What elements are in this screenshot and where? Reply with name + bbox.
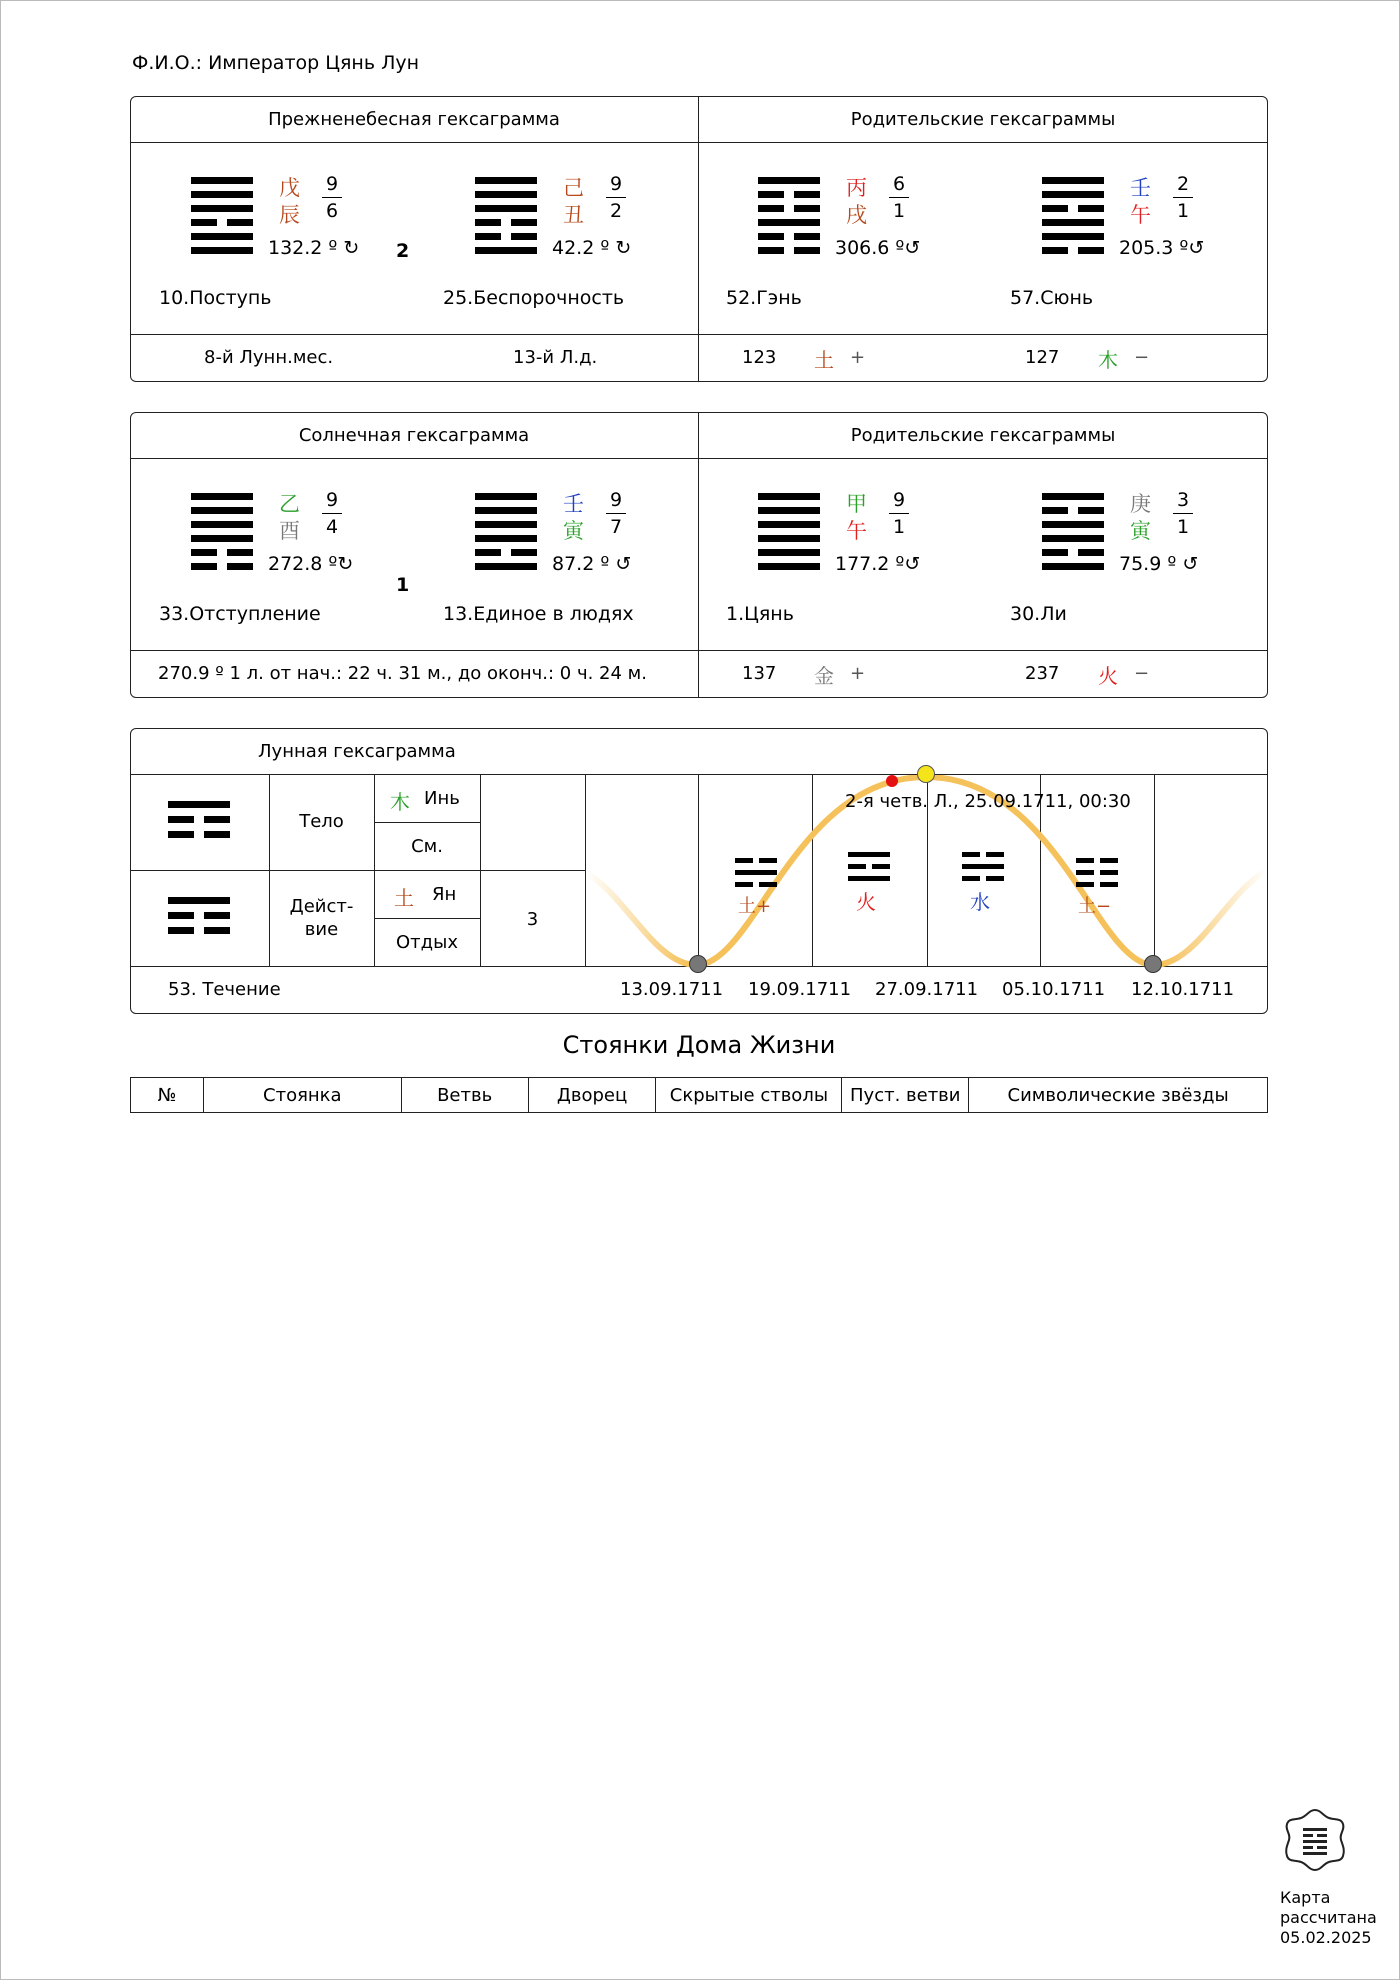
hexagram-line <box>191 535 253 542</box>
parent-element-1: 土 <box>814 348 834 372</box>
solar-stem-2: 壬 <box>563 492 584 516</box>
fraction-numerator: 3 <box>1176 489 1190 511</box>
hexagram-line <box>1042 205 1104 212</box>
precelestial-fraction-4 <box>1170 171 1196 224</box>
hexagram-line <box>191 177 253 184</box>
precelestial-hexagram-name-3: 52.Гэнь <box>726 287 802 309</box>
parent-number-3: 137 <box>742 663 777 684</box>
fraction-denominator: 1 <box>892 200 906 222</box>
precelestial-branch-1: 辰 <box>279 203 300 227</box>
parent-sign-1: + <box>850 347 866 368</box>
solar-fraction-4 <box>1170 487 1196 540</box>
solar-hexagram-1-icon <box>191 493 253 577</box>
hexagram-line <box>1042 563 1104 570</box>
parent-element-4: 火 <box>1098 664 1118 688</box>
col-header-number: № <box>131 1078 204 1113</box>
col-header-station: Стоянка <box>203 1078 401 1113</box>
solar-degree-3: 177.2 º↺ <box>835 553 921 575</box>
hexagram-line <box>191 507 253 514</box>
fraction-denominator: 6 <box>325 200 339 222</box>
hexagram-line <box>758 219 820 226</box>
hexagram-line <box>475 507 537 514</box>
hexagram-line <box>191 493 253 500</box>
fraction-numerator: 6 <box>892 173 906 195</box>
precelestial-fraction-2 <box>603 171 629 224</box>
solar-fraction-3 <box>886 487 912 540</box>
hexagram-line <box>191 233 253 240</box>
solar-hexagram-2-icon <box>475 493 537 577</box>
solar-branch-4: 寅 <box>1130 519 1151 543</box>
precelestial-title: Прежненебесная гексаграмма <box>268 109 560 130</box>
hexagram-line <box>758 549 820 556</box>
new-moon-marker-2 <box>1144 955 1162 973</box>
col-header-empty-branches: Пуст. ветви <box>842 1078 969 1113</box>
hexagram-line <box>1042 493 1104 500</box>
precelestial-hexagram-4-icon <box>1042 177 1104 261</box>
precelestial-hexagram-name-4: 57.Сюнь <box>1010 287 1094 309</box>
hexagram-line <box>475 563 537 570</box>
fraction-numerator: 9 <box>609 489 623 511</box>
logo-icon <box>1281 1806 1349 1874</box>
stations-title: Стоянки Дома Жизни <box>562 1031 836 1059</box>
phase-date-3: 27.09.1711 <box>875 979 979 1000</box>
solar-hexagram-name-4: 30.Ли <box>1010 603 1067 625</box>
solar-title: Солнечная гексаграмма <box>298 425 530 446</box>
hexagram-line <box>1042 535 1104 542</box>
calculated-date-note: Карта рассчитана 05.02.2025 <box>1280 1888 1377 1947</box>
hexagram-line <box>758 521 820 528</box>
parent-element-3: 金 <box>814 664 834 688</box>
precelestial-stem-1: 戊 <box>279 176 300 200</box>
action-element: 土 <box>394 886 414 910</box>
current-moon-marker <box>886 775 898 787</box>
fraction-numerator: 9 <box>892 489 906 511</box>
hexagram-line <box>475 205 537 212</box>
hexagram-line <box>1042 191 1104 198</box>
hexagram-line <box>758 507 820 514</box>
hexagram-line <box>1042 233 1104 240</box>
phase-trigram-2 <box>848 852 890 888</box>
phase-element-3: 水 <box>970 890 990 914</box>
body-yin: Инь <box>424 788 460 809</box>
precelestial-stem-3: 丙 <box>846 176 867 200</box>
hexagram-line <box>758 563 820 570</box>
solar-branch-2: 寅 <box>563 519 584 543</box>
hexagram-line <box>758 247 820 254</box>
hexagram-line <box>758 233 820 240</box>
stations-table <box>130 1077 1268 1113</box>
hexagram-line <box>475 535 537 542</box>
precelestial-stem-4: 壬 <box>1130 176 1151 200</box>
hexagram-line <box>191 247 253 254</box>
hexagram-line <box>758 535 820 542</box>
precelestial-degree-3: 306.6 º↺ <box>835 237 921 259</box>
solar-hexagram-4-icon <box>1042 493 1104 577</box>
solar-stem-1: 乙 <box>279 492 300 516</box>
lunar-lower-trigram <box>168 897 230 941</box>
solar-hexagram-name-3: 1.Цянь <box>726 603 794 625</box>
hexagram-line <box>1042 521 1104 528</box>
fraction-denominator: 7 <box>609 516 623 538</box>
fraction-numerator: 9 <box>609 173 623 195</box>
fraction-numerator: 2 <box>1176 173 1190 195</box>
hexagram-line <box>475 177 537 184</box>
col-header-hidden-stems: Скрытые стволы <box>656 1078 842 1113</box>
precelestial-stem-2: 己 <box>563 176 584 200</box>
solar-degree-1: 272.8 º↻ <box>268 553 354 575</box>
solar-degree-4: 75.9 º ↺ <box>1119 553 1199 575</box>
solar-branch-1: 酉 <box>279 519 300 543</box>
precelestial-branch-2: 丑 <box>563 203 584 227</box>
phase-element-4: 土− <box>1078 896 1112 917</box>
solar-term-info: 270.9 º 1 л. от нач.: 22 ч. 31 м., до оконч.: 0 ч. 24 м. <box>158 663 647 684</box>
connector-number-2: 1 <box>396 574 410 596</box>
col-header-symbolic-stars: Символические звёзды <box>969 1078 1268 1113</box>
phase-date-1: 13.09.1711 <box>620 979 724 1000</box>
hexagram-line <box>1042 549 1104 556</box>
hexagram-line <box>475 233 537 240</box>
solar-fraction-2 <box>603 487 629 540</box>
parent-sign-4: − <box>1134 663 1150 684</box>
hexagram-line <box>1042 507 1104 514</box>
precelestial-fraction-1 <box>319 171 345 224</box>
lunar-number: 3 <box>526 909 539 930</box>
solar-stem-3: 甲 <box>846 492 867 516</box>
hexagram-line <box>191 563 253 570</box>
fraction-numerator: 9 <box>325 489 339 511</box>
action-label: Дейст- вие <box>289 896 354 940</box>
phase-date-4: 05.10.1711 <box>1002 979 1106 1000</box>
table-header-row <box>131 1078 1268 1113</box>
precelestial-hexagram-2-icon <box>475 177 537 261</box>
phase-element-2: 火 <box>856 890 876 914</box>
hexagram-line <box>758 205 820 212</box>
lunar-upper-trigram <box>168 801 230 845</box>
phase-date-2: 19.09.1711 <box>748 979 852 1000</box>
solar-hexagram-3-icon <box>758 493 820 577</box>
solar-fraction-1 <box>319 487 345 540</box>
hexagram-line <box>1042 247 1104 254</box>
hexagram-line <box>1042 177 1104 184</box>
solar-hexagram-name-2: 13.Единое в людях <box>443 603 634 625</box>
lunar-day: 13-й Л.д. <box>513 347 598 368</box>
phase-element-1: 土+ <box>738 896 772 917</box>
hexagram-line <box>191 191 253 198</box>
hexagram-line <box>758 493 820 500</box>
hexagram-line <box>191 219 253 226</box>
parent-sign-3: + <box>850 663 866 684</box>
parent-sign-2: − <box>1134 347 1150 368</box>
connector-number-1: 2 <box>396 240 410 262</box>
parents-title-2: Родительские гексаграммы <box>850 425 1116 446</box>
parent-element-2: 木 <box>1098 348 1118 372</box>
action-yang: Ян <box>432 884 457 905</box>
precelestial-degree-1: 132.2 º ↻ <box>268 237 360 259</box>
hexagram-line <box>191 521 253 528</box>
precelestial-branch-4: 午 <box>1130 203 1151 227</box>
solar-hexagram-name-1: 33.Отступление <box>159 603 321 625</box>
hexagram-line <box>475 549 537 556</box>
precelestial-hexagram-name-1: 10.Поступь <box>159 287 272 309</box>
lunar-hex-name: 53. Течение <box>168 979 281 1000</box>
fraction-denominator: 1 <box>1176 516 1190 538</box>
body-element: 木 <box>390 790 410 814</box>
phase-trigram-3 <box>962 852 1004 888</box>
phase-trigram-4 <box>1076 858 1118 894</box>
phase-trigram-1 <box>735 858 777 894</box>
solar-branch-3: 午 <box>846 519 867 543</box>
fraction-numerator: 9 <box>325 173 339 195</box>
hexagram-line <box>191 205 253 212</box>
moon-phase-label: 2-я четв. Л., 25.09.1711, 00:30 <box>845 791 1131 812</box>
precelestial-degree-4: 205.3 º↺ <box>1119 237 1205 259</box>
phase-date-5: 12.10.1711 <box>1131 979 1235 1000</box>
precelestial-branch-3: 戌 <box>846 203 867 227</box>
precelestial-fraction-3 <box>886 171 912 224</box>
hexagram-line <box>758 191 820 198</box>
new-moon-marker-1 <box>689 955 707 973</box>
fraction-denominator: 2 <box>609 200 623 222</box>
parent-number-1: 123 <box>742 347 777 368</box>
hexagram-line <box>475 493 537 500</box>
fraction-denominator: 1 <box>1176 200 1190 222</box>
body-state: См. <box>411 836 443 857</box>
precelestial-hexagram-name-2: 25.Беспорочность <box>443 287 625 309</box>
hexagram-line <box>475 247 537 254</box>
hexagram-line <box>475 191 537 198</box>
solar-degree-2: 87.2 º ↺ <box>552 553 632 575</box>
fraction-denominator: 4 <box>325 516 339 538</box>
col-header-palace: Дворец <box>528 1078 656 1113</box>
hexagram-line <box>758 177 820 184</box>
lunar-title: Лунная гексаграмма <box>258 741 456 762</box>
parents-title-1: Родительские гексаграммы <box>850 109 1116 130</box>
person-name: Ф.И.О.: Император Цянь Лун <box>132 52 420 74</box>
hexagram-line <box>1042 219 1104 226</box>
action-state: Отдых <box>396 932 458 953</box>
hexagram-line <box>191 549 253 556</box>
parent-number-2: 127 <box>1025 347 1060 368</box>
body-label: Тело <box>299 811 344 832</box>
lunar-month: 8-й Лунн.мес. <box>204 347 334 368</box>
solar-stem-4: 庚 <box>1130 492 1151 516</box>
col-header-branch: Ветвь <box>401 1078 528 1113</box>
fraction-denominator: 1 <box>892 516 906 538</box>
precelestial-hexagram-3-icon <box>758 177 820 261</box>
precelestial-hexagram-1-icon <box>191 177 253 261</box>
full-moon-marker <box>917 765 935 783</box>
hexagram-line <box>475 219 537 226</box>
parent-number-4: 237 <box>1025 663 1060 684</box>
precelestial-degree-2: 42.2 º ↻ <box>552 237 632 259</box>
hexagram-line <box>475 521 537 528</box>
